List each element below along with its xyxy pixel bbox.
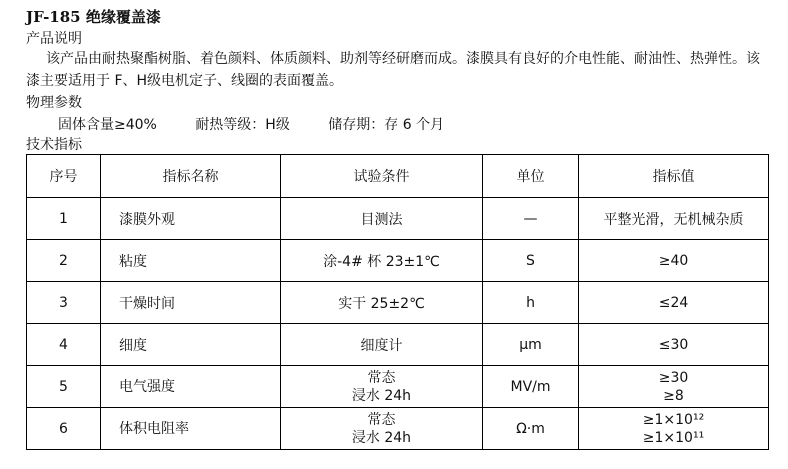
row-no-text: 6: [59, 420, 68, 437]
row-value-text: ≥40: [658, 252, 689, 269]
table-row: [27, 408, 769, 450]
row-value: [579, 198, 769, 240]
header-value: 指标值: [579, 155, 769, 198]
header-unit: 单位: [483, 155, 579, 198]
row-value: [579, 240, 769, 282]
row-name-text: 电气强度: [119, 378, 175, 395]
row-condition-text: 涂-4# 杯 23±1℃: [323, 253, 440, 270]
row-value-text: ≥1×10¹²: [642, 411, 705, 428]
row-value-text: 平整光滑，无机械杂质: [603, 211, 744, 228]
row-unit: [483, 198, 579, 240]
row-condition: [281, 324, 483, 366]
row-unit: [483, 240, 579, 282]
row-no: [27, 240, 101, 282]
row-name-text: 干燥时间: [119, 295, 175, 312]
param-solid-content: 固体含量≥40%: [58, 117, 157, 133]
row-no-text: 5: [59, 378, 68, 395]
row-no: [27, 408, 101, 450]
row-name: [101, 198, 281, 240]
table-row: [27, 324, 769, 366]
row-value: [579, 282, 769, 324]
row-value: [579, 324, 769, 366]
row-unit-text: h: [526, 294, 535, 311]
row-no-text: 3: [59, 294, 68, 311]
row-no-text: 2: [59, 252, 68, 269]
intro-heading: 产品说明: [26, 31, 82, 47]
row-unit-text: —: [523, 210, 538, 227]
table-header-row: [27, 155, 769, 198]
row-condition: [281, 198, 483, 240]
table-row: [27, 366, 769, 408]
row-condition-text: 常态: [367, 411, 396, 428]
tech-heading: 技术指标: [26, 137, 82, 153]
table-row: [27, 198, 769, 240]
row-value-text: ≤30: [658, 336, 689, 353]
row-name-text: 漆膜外观: [119, 211, 175, 228]
row-unit-text: S: [526, 252, 535, 269]
physical-params: [58, 114, 478, 134]
intro-text: 该产品由耐热聚酯树脂、着色颜料、体质颜料、助剂等经研磨而成。漆膜具有良好的介电性能、耐油性、热弹性。该漆主要适用于 F、H级电机定子、线圈的表面覆盖。: [26, 51, 760, 89]
row-name-text: 粘度: [119, 253, 147, 270]
row-condition-text: 浸水 24h: [351, 429, 412, 446]
row-no: [27, 282, 101, 324]
spec-table: [26, 154, 769, 450]
row-unit-text: MV/m: [510, 378, 551, 395]
row-condition-text: 实干 25±2℃: [338, 295, 425, 312]
row-no: [27, 366, 101, 408]
row-condition-text: 常态: [367, 369, 396, 386]
row-name: [101, 282, 281, 324]
header-name: 指标名称: [101, 155, 281, 198]
row-name: [101, 408, 281, 450]
row-value-text: ≥1×10¹¹: [642, 429, 705, 446]
row-condition-text: 目测法: [360, 211, 403, 228]
row-name: [101, 324, 281, 366]
row-no: [27, 198, 101, 240]
row-value-text: ≤24: [658, 294, 689, 311]
row-no-text: 4: [59, 336, 68, 353]
physical-heading: 物理参数: [26, 95, 82, 111]
row-condition: [281, 366, 483, 408]
row-no-text: 1: [59, 210, 68, 227]
row-unit: [483, 366, 579, 408]
row-unit-text: μm: [519, 336, 542, 353]
row-condition: [281, 408, 483, 450]
row-unit-text: Ω·m: [516, 420, 545, 437]
table-row: [27, 240, 769, 282]
row-value-text: ≥30: [658, 369, 689, 386]
row-value: [579, 366, 769, 408]
row-condition-text: 细度计: [360, 337, 403, 354]
row-no: [27, 324, 101, 366]
row-value: [579, 408, 769, 450]
param-shelf-life: 储存期：存 6 个月: [328, 117, 445, 133]
table-row: [27, 282, 769, 324]
param-heat-class: 耐热等级：H级: [195, 117, 290, 133]
row-value-text: ≥8: [663, 387, 684, 404]
row-condition: [281, 240, 483, 282]
row-name: [101, 240, 281, 282]
row-unit: [483, 324, 579, 366]
row-condition-text: 浸水 24h: [351, 387, 412, 404]
header-condition: 试验条件: [281, 155, 483, 198]
row-unit: [483, 282, 579, 324]
header-no: 序号: [27, 155, 101, 198]
row-name-text: 体积电阻率: [119, 420, 189, 437]
row-name: [101, 366, 281, 408]
row-unit: [483, 408, 579, 450]
row-name-text: 细度: [119, 337, 147, 354]
page-title: JF-185 绝缘覆盖漆: [26, 8, 161, 26]
row-condition: [281, 282, 483, 324]
